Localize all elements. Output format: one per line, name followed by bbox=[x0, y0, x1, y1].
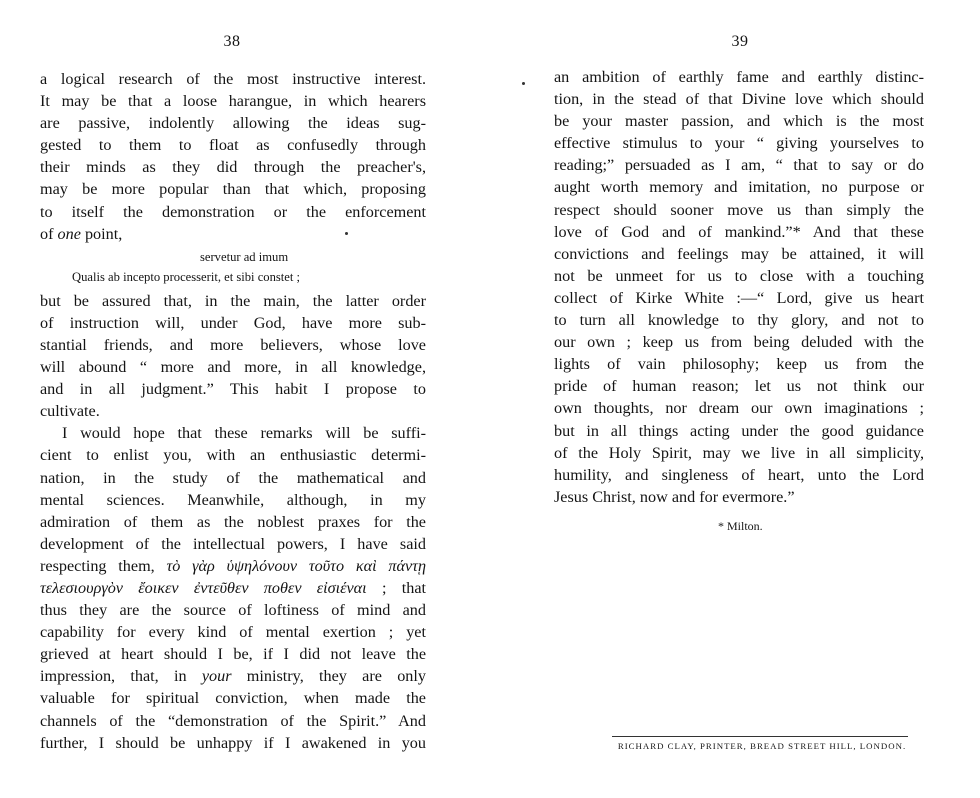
text-line: will abound “ more and more, in all knowledge, bbox=[40, 358, 426, 377]
colophon-rule bbox=[612, 736, 908, 737]
text-line: and in all judgment.” This habit I propose to bbox=[40, 380, 426, 399]
italic-word: one bbox=[57, 224, 81, 243]
text-line: thus they are the source of loftiness of mind and bbox=[40, 601, 426, 620]
ink-speck bbox=[345, 232, 348, 235]
text-line: to turn all knowledge to thy glory, and not to bbox=[554, 311, 924, 330]
text-line: respect should sooner move us than simply the bbox=[554, 200, 924, 219]
text-line: admiration of them as the noblest praxes for the bbox=[40, 512, 426, 531]
text-line: convictions and feelings may be attained, it will bbox=[554, 244, 924, 263]
ink-speck bbox=[522, 82, 525, 85]
text-line: collect of Kirke White :—“ Lord, give us heart bbox=[554, 288, 924, 307]
latin-quote-line: servetur ad imum bbox=[200, 249, 289, 264]
text-line: capability for every kind of mental exertion ; yet bbox=[40, 623, 426, 642]
text-line: It may be that a loose harangue, in which hearers bbox=[40, 92, 426, 111]
text-line: valuable for spiritual conviction, when made the bbox=[40, 689, 426, 708]
text-line: own thoughts, nor dream our own imaginations ; bbox=[554, 399, 924, 418]
text-line: not be unmeet for us to close with a touching bbox=[554, 266, 924, 285]
page-number: 39 bbox=[731, 33, 749, 50]
text-line: our own ; keep us from being deluded with the bbox=[554, 333, 924, 352]
text-line: are passive, indolently allowing the ideas sug- bbox=[40, 114, 426, 133]
text-line: stantial friends, and more believers, whose love bbox=[40, 335, 426, 354]
text-line: further, I should be unhappy if I awakened in you bbox=[40, 733, 426, 752]
text-line bbox=[40, 555, 426, 577]
right-page bbox=[490, 0, 980, 798]
text-line: gested to them to float as confusedly through bbox=[40, 136, 426, 155]
footnote: * Milton. bbox=[718, 519, 763, 533]
text-line: channels of the “demonstration of the Spirit.” And bbox=[40, 711, 426, 730]
text-line: of the Holy Spirit, may we live in all simplicity, bbox=[554, 443, 924, 462]
text-line: of instruction will, under God, have more sub- bbox=[40, 313, 426, 332]
text-line: love of God and of mankind.”* And that these bbox=[554, 222, 924, 241]
greek-quote: τὸ γὰρ ὑψηλόνουν τοῦτο καὶ πάντῃ bbox=[166, 556, 426, 575]
text-line: effective stimulus to your “ giving yourselves to bbox=[554, 134, 924, 153]
latin-quote-line: Qualis ab incepto processerit, et sibi constet ; bbox=[72, 269, 301, 284]
text-line: cient to enlist you, with an enthusiastic determi- bbox=[40, 446, 426, 465]
text-line bbox=[40, 665, 426, 687]
text-line: tion, in the stead of that Divine love which should bbox=[554, 90, 924, 109]
text-line: nation, in the study of the mathematical and bbox=[40, 468, 426, 487]
text-line: to itself the demonstration or the enforcement bbox=[40, 202, 426, 221]
italic-word: your bbox=[201, 667, 232, 686]
text-fragment: point, bbox=[80, 224, 123, 243]
text-line bbox=[40, 577, 426, 599]
text-line: development of the intellectual powers, I have said bbox=[40, 534, 426, 553]
page-body-text bbox=[554, 66, 924, 508]
text-line: aught worth memory and imitation, no purpose or bbox=[554, 178, 924, 197]
text-line: lights of vain philosophy; keep us from the bbox=[554, 355, 924, 374]
text-line: humility, and singleness of heart, unto the Lord bbox=[554, 465, 924, 484]
text-line: a logical research of the most instructive interest. bbox=[40, 70, 426, 88]
printer-colophon: RICHARD CLAY, PRINTER, BREAD STREET HILL, LONDON. bbox=[617, 741, 907, 751]
text-line bbox=[40, 223, 426, 245]
text-line: but in all things acting under the good guidance bbox=[554, 421, 924, 440]
greek-quote: τελεσιουργὸν ἔοικεν ἐντεῦθεν ποθεν εἰσιέναι bbox=[40, 578, 367, 597]
text-line: Jesus Christ, now and for evermore.” bbox=[554, 487, 795, 506]
text-fragment: ministry, they are only bbox=[231, 667, 426, 686]
page-body-text bbox=[40, 68, 426, 754]
text-line: I would hope that these remarks will be suffi- bbox=[62, 424, 426, 443]
text-line: pride of human reason; let us not think our bbox=[554, 377, 924, 396]
text-fragment: impression, that, in bbox=[40, 667, 202, 686]
text-line: be your master passion, and which is the most bbox=[554, 112, 924, 131]
text-fragment: respecting them, bbox=[40, 556, 167, 575]
text-line: an ambition of earthly fame and earthly distinc- bbox=[554, 68, 924, 86]
text-line: grieved at heart should I be, if I did not leave the bbox=[40, 645, 426, 664]
page-number: 38 bbox=[223, 33, 241, 50]
text-line: mental sciences. Meanwhile, although, in my bbox=[40, 490, 426, 509]
text-line: reading;” persuaded as I am, “ that to say or do bbox=[554, 156, 924, 175]
text-line: their minds as they did through the preacher's, bbox=[40, 158, 426, 177]
text-line: but be assured that, in the main, the latter order bbox=[40, 291, 426, 310]
text-line: cultivate. bbox=[40, 402, 100, 421]
text-line: may be more popular than that which, proposing bbox=[40, 180, 426, 199]
text-fragment: ; that bbox=[366, 578, 426, 597]
text-fragment: of bbox=[40, 224, 58, 243]
